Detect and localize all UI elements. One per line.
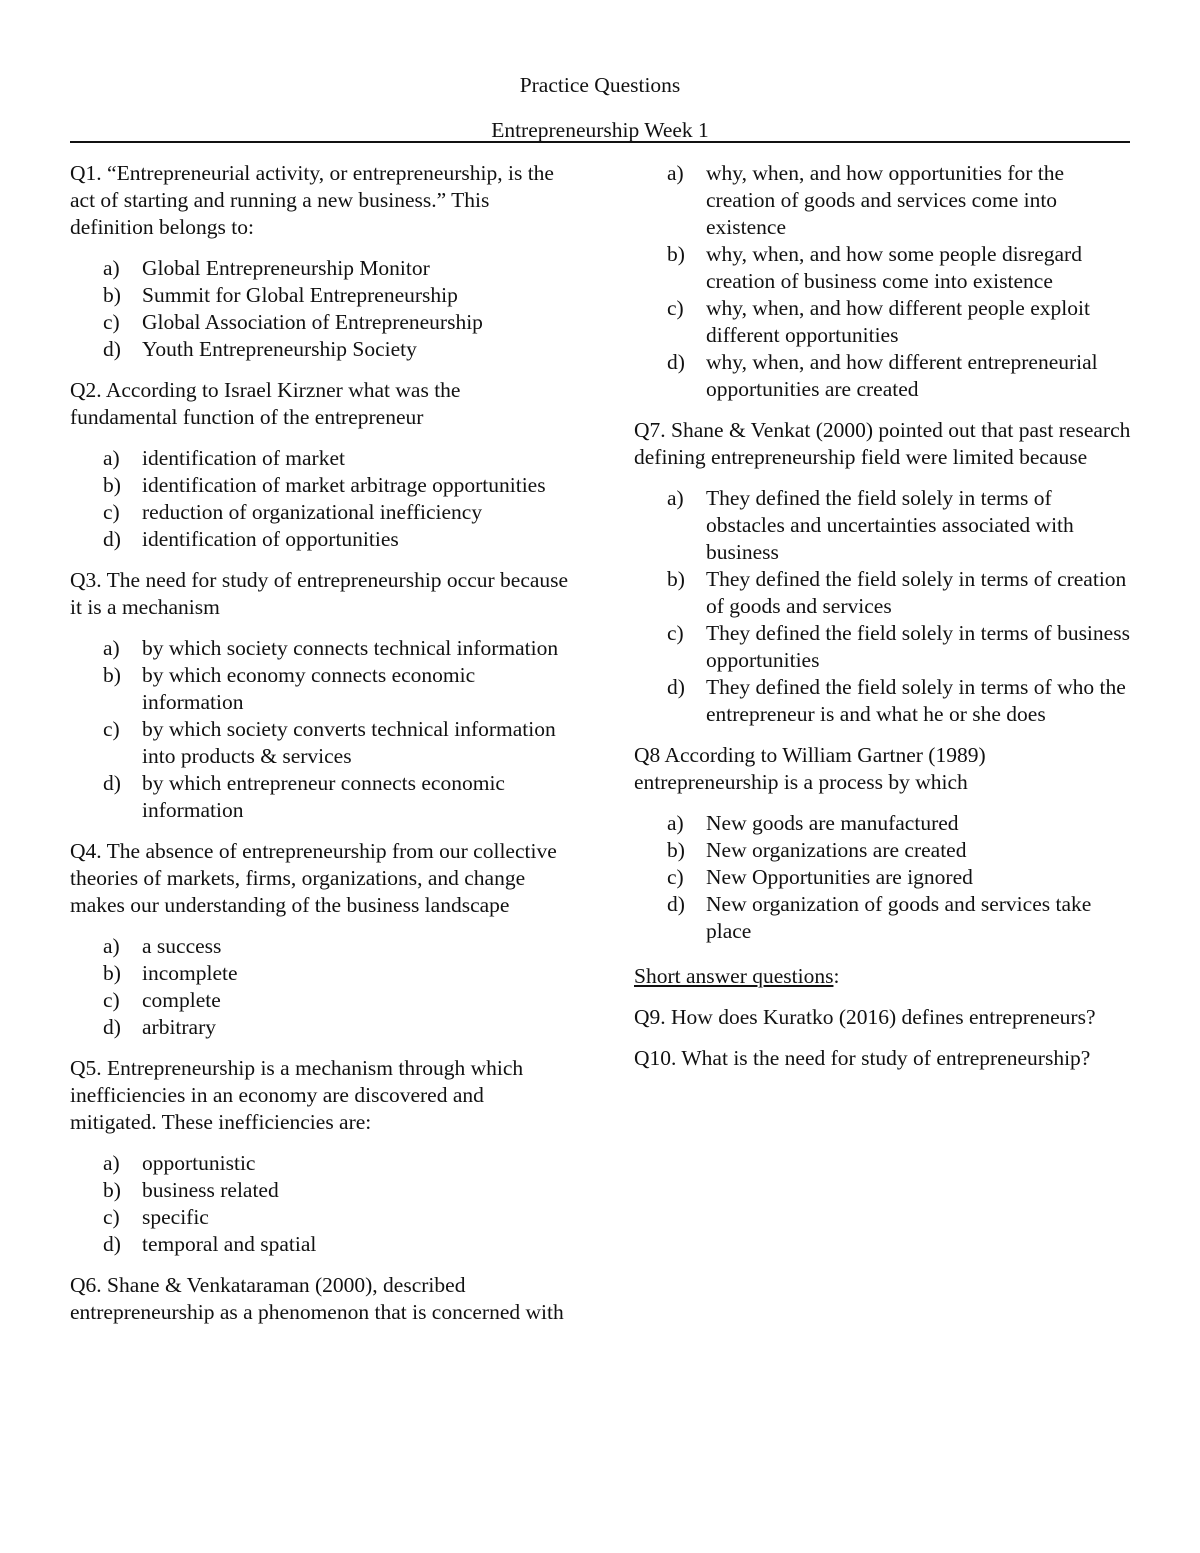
option-text: New organizations are created bbox=[706, 838, 967, 862]
option-label: c) bbox=[667, 296, 684, 320]
option-c bbox=[70, 499, 572, 526]
question-6 bbox=[70, 1272, 572, 1326]
option-c bbox=[70, 1204, 572, 1231]
option-label: d) bbox=[667, 350, 685, 374]
option-a bbox=[634, 485, 1134, 566]
option-label: a) bbox=[103, 446, 120, 470]
option-label: c) bbox=[103, 1205, 120, 1229]
option-text: Global Entrepreneurship Monitor bbox=[142, 256, 430, 280]
option-a bbox=[70, 933, 572, 960]
option-text: opportunistic bbox=[142, 1151, 256, 1175]
option-c bbox=[70, 309, 572, 336]
question-text: Q10. What is the need for study of entrepreneurship? bbox=[634, 1046, 1091, 1070]
options-list bbox=[70, 255, 572, 363]
option-label: a) bbox=[103, 934, 120, 958]
option-text: by which entrepreneur connects economic information bbox=[142, 771, 505, 822]
question-9 bbox=[634, 1004, 1134, 1031]
option-text: complete bbox=[142, 988, 221, 1012]
option-label: b) bbox=[103, 663, 121, 687]
option-text: They defined the field solely in terms of business opportunities bbox=[706, 621, 1130, 672]
option-label: b) bbox=[667, 567, 685, 591]
option-d bbox=[70, 336, 572, 363]
option-c bbox=[634, 864, 1134, 891]
options-list bbox=[70, 1150, 572, 1258]
option-d bbox=[70, 1014, 572, 1041]
option-d bbox=[70, 770, 572, 824]
option-text: Global Association of Entrepreneurship bbox=[142, 310, 483, 334]
short-answer-heading-colon: : bbox=[833, 964, 840, 988]
option-label: d) bbox=[667, 675, 685, 699]
option-text: why, when, and how different people exploit different opportunities bbox=[706, 296, 1090, 347]
option-c bbox=[634, 620, 1134, 674]
option-text: by which economy connects economic information bbox=[142, 663, 476, 714]
option-label: a) bbox=[103, 636, 120, 660]
page-header bbox=[70, 72, 1130, 144]
option-a bbox=[70, 1150, 572, 1177]
option-text: Youth Entrepreneurship Society bbox=[142, 337, 417, 361]
option-text: New Opportunities are ignored bbox=[706, 865, 973, 889]
option-label: b) bbox=[103, 1178, 121, 1202]
option-b bbox=[634, 566, 1134, 620]
question-6-options bbox=[634, 160, 1134, 403]
option-label: a) bbox=[667, 161, 684, 185]
header-divider bbox=[70, 141, 1130, 143]
option-label: b) bbox=[103, 473, 121, 497]
option-text: identification of market arbitrage opportunities bbox=[142, 473, 546, 497]
option-label: b) bbox=[103, 961, 121, 985]
option-c bbox=[70, 987, 572, 1014]
option-text: by which society connects technical information bbox=[142, 636, 559, 660]
option-label: d) bbox=[103, 1015, 121, 1039]
option-b bbox=[634, 241, 1134, 295]
option-a bbox=[70, 635, 572, 662]
question-text: Q2. According to Israel Kirzner what was the fundamental function of the entrepreneur bbox=[70, 378, 461, 429]
option-label: c) bbox=[667, 621, 684, 645]
question-text: Q5. Entrepreneurship is a mechanism through which inefficiencies in an economy are discovered and mitigated. These inefficiencies are: bbox=[70, 1056, 524, 1134]
option-text: They defined the field solely in terms of obstacles and uncertainties associated with business bbox=[706, 486, 1074, 564]
option-text: They defined the field solely in terms of creation of goods and services bbox=[706, 567, 1127, 618]
option-text: incomplete bbox=[142, 961, 238, 985]
question-3 bbox=[70, 567, 572, 824]
option-b bbox=[70, 472, 572, 499]
option-b bbox=[70, 662, 572, 716]
question-text: Q8 According to William Gartner (1989) entrepreneurship is a process by which bbox=[634, 743, 986, 794]
option-label: c) bbox=[103, 717, 120, 741]
option-b bbox=[70, 1177, 572, 1204]
option-label: c) bbox=[667, 865, 684, 889]
option-c bbox=[634, 295, 1134, 349]
option-label: b) bbox=[667, 242, 685, 266]
option-text: temporal and spatial bbox=[142, 1232, 317, 1256]
option-label: c) bbox=[103, 500, 120, 524]
option-text: They defined the field solely in terms of who the entrepreneur is and what he or she does bbox=[706, 675, 1126, 726]
question-text: Q6. Shane & Venkataraman (2000), described entrepreneurship as a phenomenon that is concerned with bbox=[70, 1273, 564, 1324]
option-text: arbitrary bbox=[142, 1015, 217, 1039]
option-a bbox=[634, 810, 1134, 837]
option-text: why, when, and how some people disregard creation of business come into existence bbox=[706, 242, 1082, 293]
option-label: d) bbox=[103, 771, 121, 795]
option-text: identification of market bbox=[142, 446, 345, 470]
option-a bbox=[70, 255, 572, 282]
options-list bbox=[634, 160, 1134, 403]
option-text: reduction of organizational inefficiency bbox=[142, 500, 483, 524]
option-d bbox=[70, 1231, 572, 1258]
option-text: Summit for Global Entrepreneurship bbox=[142, 283, 458, 307]
question-8 bbox=[634, 742, 1134, 945]
option-d bbox=[70, 526, 572, 553]
question-1 bbox=[70, 160, 572, 363]
option-a bbox=[70, 445, 572, 472]
option-label: c) bbox=[103, 988, 120, 1012]
options-list bbox=[70, 635, 572, 824]
option-d bbox=[634, 674, 1134, 728]
option-label: b) bbox=[667, 838, 685, 862]
option-label: d) bbox=[103, 1232, 121, 1256]
options-list bbox=[634, 485, 1134, 728]
option-label: d) bbox=[103, 527, 121, 551]
option-text: by which society converts technical information into products & services bbox=[142, 717, 556, 768]
option-label: b) bbox=[103, 283, 121, 307]
option-d bbox=[634, 349, 1134, 403]
option-b bbox=[634, 837, 1134, 864]
question-text: Q4. The absence of entrepreneurship from our collective theories of markets, firms, organizations, and change makes our understanding of the business landscape bbox=[70, 839, 557, 917]
question-text: Q3. The need for study of entrepreneurship occur because it is a mechanism bbox=[70, 568, 569, 619]
question-7 bbox=[634, 417, 1134, 728]
option-label: c) bbox=[103, 310, 120, 334]
option-text: why, when, and how different entrepreneurial opportunities are created bbox=[706, 350, 1098, 401]
question-text: Q7. Shane & Venkat (2000) pointed out that past research defining entrepreneurship field were limited because bbox=[634, 418, 1131, 469]
option-label: a) bbox=[667, 486, 684, 510]
option-text: why, when, and how opportunities for the creation of goods and services come into existence bbox=[706, 161, 1065, 239]
question-10 bbox=[634, 1045, 1134, 1072]
option-label: a) bbox=[103, 1151, 120, 1175]
options-list bbox=[70, 445, 572, 553]
option-d bbox=[634, 891, 1134, 945]
question-5 bbox=[70, 1055, 572, 1258]
question-text: Q9. How does Kuratko (2016) defines entrepreneurs? bbox=[634, 1005, 1096, 1029]
short-answer-heading-text: Short answer questions bbox=[634, 964, 834, 988]
right-column bbox=[634, 160, 1134, 1086]
option-text: New goods are manufactured bbox=[706, 811, 959, 835]
option-label: a) bbox=[667, 811, 684, 835]
question-4 bbox=[70, 838, 572, 1041]
option-label: d) bbox=[103, 337, 121, 361]
options-list bbox=[70, 933, 572, 1041]
option-c bbox=[70, 716, 572, 770]
option-label: a) bbox=[103, 256, 120, 280]
question-2 bbox=[70, 377, 572, 553]
option-label: d) bbox=[667, 892, 685, 916]
option-text: business related bbox=[142, 1178, 279, 1202]
left-column bbox=[70, 160, 572, 1340]
option-b bbox=[70, 960, 572, 987]
option-text: specific bbox=[142, 1205, 209, 1229]
option-a bbox=[634, 160, 1134, 241]
option-text: New organization of goods and services take place bbox=[706, 892, 1092, 943]
short-answer-heading bbox=[634, 963, 1134, 990]
page-subtitle: Entrepreneurship Week 1 bbox=[491, 118, 709, 142]
page-title: Practice Questions bbox=[519, 73, 681, 97]
option-text: identification of opportunities bbox=[142, 527, 399, 551]
options-list bbox=[634, 810, 1134, 945]
option-text: a success bbox=[142, 934, 222, 958]
question-text: Q1. “Entrepreneurial activity, or entrepreneurship, is the act of starting and running a new business.” This definition belongs to: bbox=[70, 161, 554, 239]
option-b bbox=[70, 282, 572, 309]
